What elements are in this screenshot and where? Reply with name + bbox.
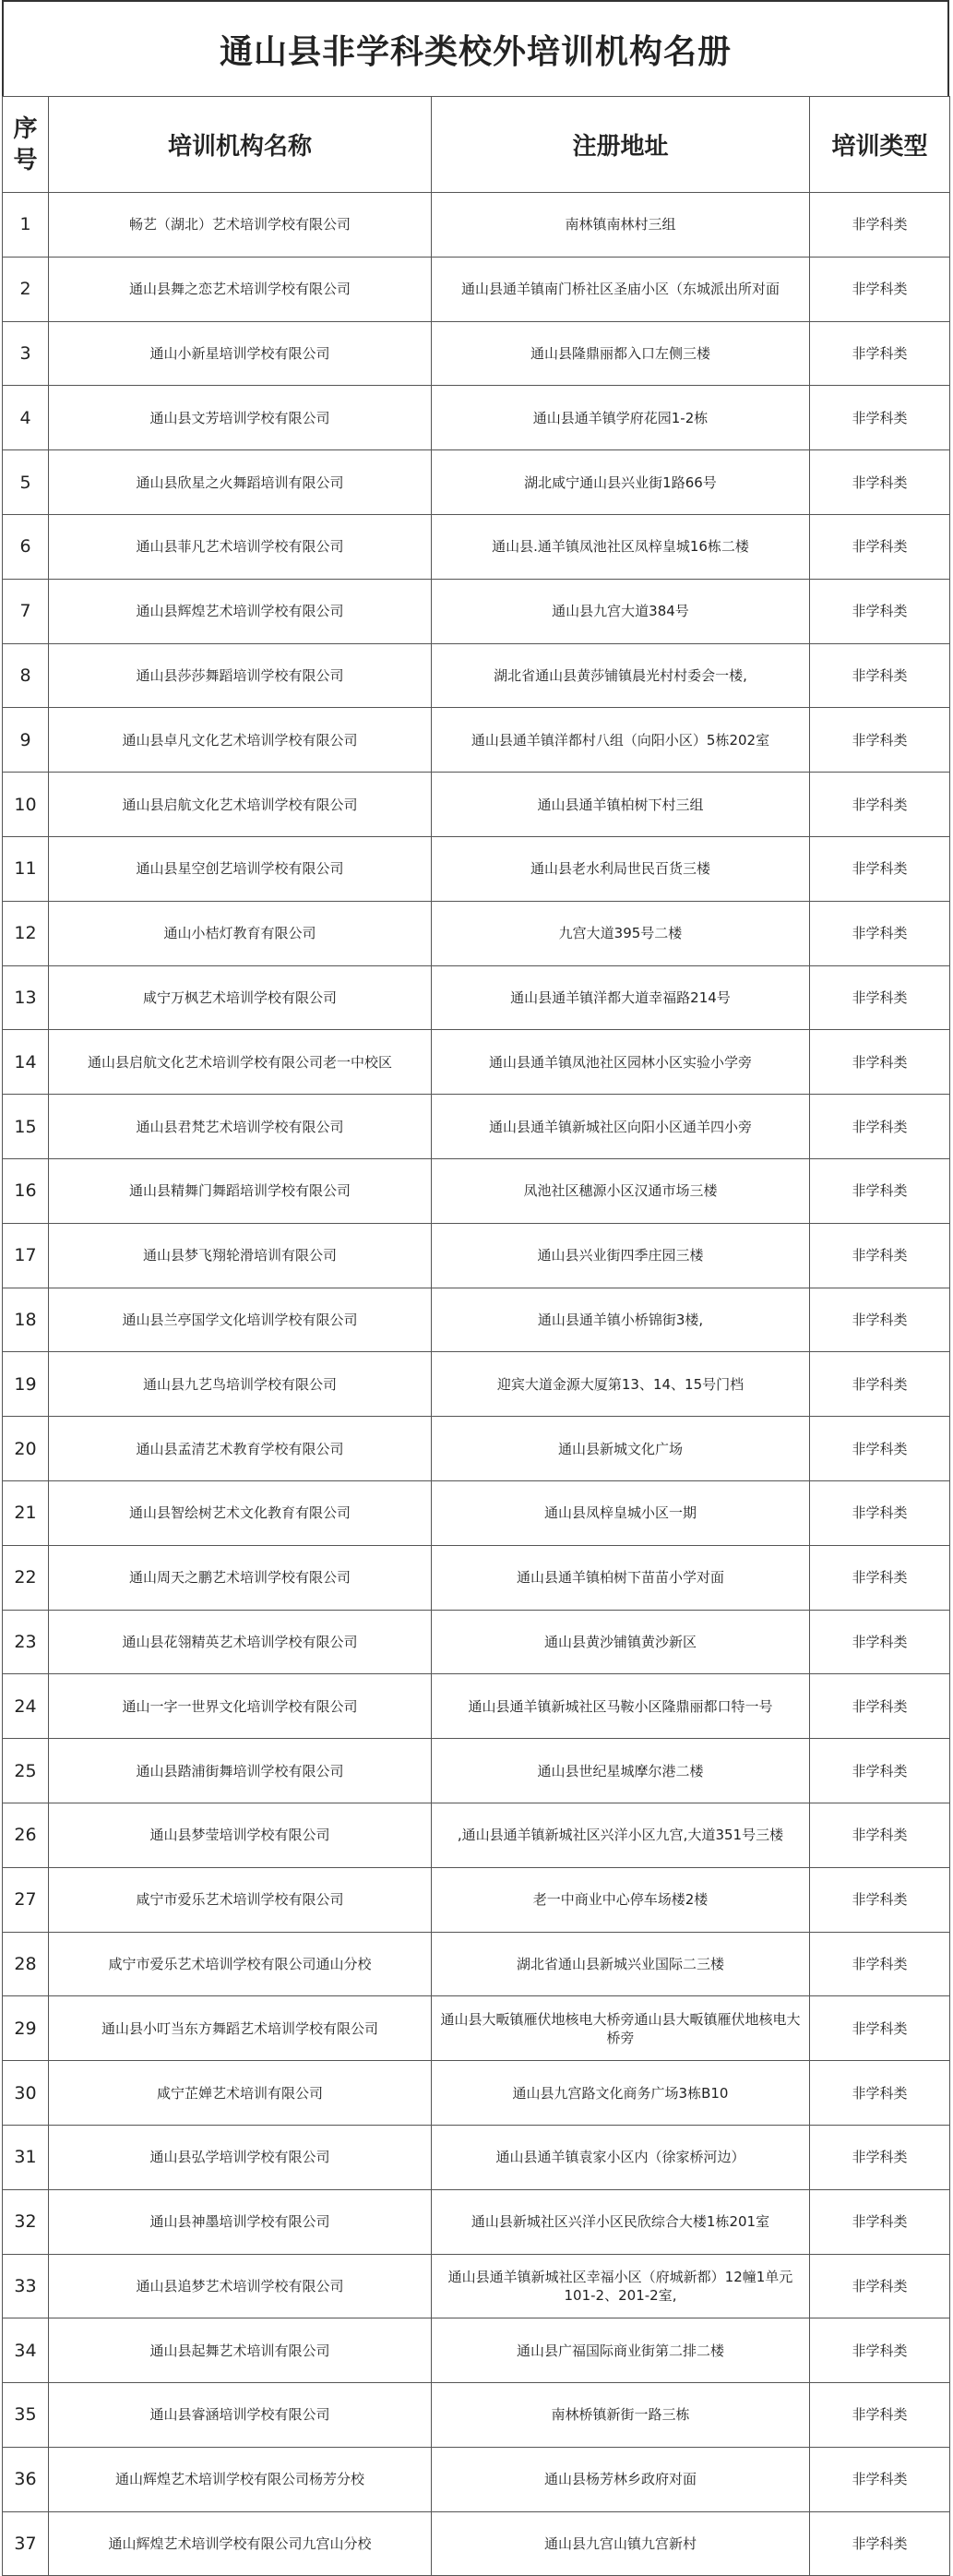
row-number-cell: 20 bbox=[3, 1417, 49, 1481]
table-row bbox=[3, 1417, 950, 1481]
address-cell: 湖北咸宁通山县兴业街1路66号 bbox=[432, 450, 810, 515]
org-name-cell: 通山县君梵艺术培训学校有限公司 bbox=[49, 1095, 432, 1159]
address-cell: 凤池社区穗源小区汉通市场三楼 bbox=[432, 1158, 810, 1223]
org-name-cell: 通山县追梦艺术培训学校有限公司 bbox=[49, 2254, 432, 2318]
org-name-cell: 通山县孟清艺术教育学校有限公司 bbox=[49, 1417, 432, 1481]
row-number-cell: 15 bbox=[3, 1095, 49, 1159]
type-cell: 非学科类 bbox=[810, 257, 950, 321]
org-name-cell: 通山县欣星之火舞蹈培训有限公司 bbox=[49, 450, 432, 515]
type-cell: 非学科类 bbox=[810, 321, 950, 386]
table-row bbox=[3, 1932, 950, 1996]
row-number-cell: 16 bbox=[3, 1158, 49, 1223]
address-cell: 通山县通羊镇洋都大道幸福路214号 bbox=[432, 965, 810, 1030]
type-cell: 非学科类 bbox=[810, 2511, 950, 2576]
address-cell: 通山县通羊镇洋都村八组（向阳小区）5栋202室 bbox=[432, 708, 810, 773]
org-name-cell: 通山县梦飞翔轮滑培训有限公司 bbox=[49, 1223, 432, 1288]
org-name-cell: 通山辉煌艺术培训学校有限公司九宫山分校 bbox=[49, 2511, 432, 2576]
row-number-cell: 29 bbox=[3, 1996, 49, 2061]
type-cell: 非学科类 bbox=[810, 579, 950, 643]
row-number-cell: 19 bbox=[3, 1352, 49, 1417]
type-cell: 非学科类 bbox=[810, 2189, 950, 2254]
row-number-cell: 13 bbox=[3, 965, 49, 1030]
org-name-cell: 通山县梦莹培训学校有限公司 bbox=[49, 1803, 432, 1867]
table-row bbox=[3, 1739, 950, 1803]
row-number-cell: 28 bbox=[3, 1932, 49, 1996]
table-row bbox=[3, 514, 950, 579]
type-cell: 非学科类 bbox=[810, 1480, 950, 1545]
type-cell: 非学科类 bbox=[810, 1030, 950, 1095]
type-cell: 非学科类 bbox=[810, 2061, 950, 2126]
address-cell: 通山县通羊镇凤池社区园林小区实验小学旁 bbox=[432, 1030, 810, 1095]
address-cell: 湖北省通山县黄莎铺镇晨光村村委会一楼, bbox=[432, 643, 810, 708]
address-cell: 通山县凤梓皇城小区一期 bbox=[432, 1480, 810, 1545]
table-row bbox=[3, 1803, 950, 1867]
row-number-cell: 24 bbox=[3, 1674, 49, 1739]
org-name-cell: 咸宁万枫艺术培训学校有限公司 bbox=[49, 965, 432, 1030]
address-cell: 通山县通羊镇小桥锦街3楼, bbox=[432, 1288, 810, 1352]
type-cell: 非学科类 bbox=[810, 1610, 950, 1674]
table-row bbox=[3, 2189, 950, 2254]
header-row bbox=[3, 97, 950, 193]
row-number-cell: 1 bbox=[3, 193, 49, 258]
org-name-cell: 通山县启航文化艺术培训学校有限公司 bbox=[49, 773, 432, 837]
column-header-type: 培训类型 bbox=[810, 97, 950, 193]
table-row bbox=[3, 2318, 950, 2383]
table-row bbox=[3, 1288, 950, 1352]
org-name-cell: 通山县睿涵培训学校有限公司 bbox=[49, 2383, 432, 2448]
org-name-cell: 通山县辉煌艺术培训学校有限公司 bbox=[49, 579, 432, 643]
row-number-cell: 17 bbox=[3, 1223, 49, 1288]
type-cell: 非学科类 bbox=[810, 514, 950, 579]
table-row bbox=[3, 773, 950, 837]
org-name-cell: 通山县智绘树艺术文化教育有限公司 bbox=[49, 1480, 432, 1545]
address-cell: 通山县通羊镇袁家小区内（徐家桥河边） bbox=[432, 2125, 810, 2189]
row-number-cell: 22 bbox=[3, 1545, 49, 1610]
org-name-cell: 通山县花翎精英艺术培训学校有限公司 bbox=[49, 1610, 432, 1674]
row-number-cell: 32 bbox=[3, 2189, 49, 2254]
type-cell: 非学科类 bbox=[810, 2254, 950, 2318]
address-cell: 通山县通羊镇学府花园1-2栋 bbox=[432, 386, 810, 450]
row-number-cell: 25 bbox=[3, 1739, 49, 1803]
org-name-cell: 通山小新星培训学校有限公司 bbox=[49, 321, 432, 386]
address-cell: 通山县新城文化广场 bbox=[432, 1417, 810, 1481]
row-number-cell: 36 bbox=[3, 2447, 49, 2511]
table-row bbox=[3, 321, 950, 386]
org-name-cell: 通山县神墨培训学校有限公司 bbox=[49, 2189, 432, 2254]
org-name-cell: 通山县莎莎舞蹈培训学校有限公司 bbox=[49, 643, 432, 708]
roster-table bbox=[2, 96, 950, 2576]
table-row bbox=[3, 2061, 950, 2126]
roster-body bbox=[3, 193, 950, 2576]
row-number-cell: 4 bbox=[3, 386, 49, 450]
row-number-cell: 27 bbox=[3, 1867, 49, 1932]
type-cell: 非学科类 bbox=[810, 773, 950, 837]
address-cell: ,通山县通羊镇新城社区兴洋小区九宫,大道351号三楼 bbox=[432, 1803, 810, 1867]
row-number-cell: 6 bbox=[3, 514, 49, 579]
type-cell: 非学科类 bbox=[810, 901, 950, 965]
address-cell: 通山县通羊镇新城社区马鞍小区隆鼎丽都口特一号 bbox=[432, 1674, 810, 1739]
row-number-cell: 18 bbox=[3, 1288, 49, 1352]
type-cell: 非学科类 bbox=[810, 1223, 950, 1288]
org-name-cell: 通山一字一世界文化培训学校有限公司 bbox=[49, 1674, 432, 1739]
org-name-cell: 通山县卓凡文化艺术培训学校有限公司 bbox=[49, 708, 432, 773]
row-number-cell: 31 bbox=[3, 2125, 49, 2189]
address-cell: 通山县.通羊镇凤池社区凤梓皇城16栋二楼 bbox=[432, 514, 810, 579]
address-cell: 通山县隆鼎丽都入口左侧三楼 bbox=[432, 321, 810, 386]
table-row bbox=[3, 1674, 950, 1739]
address-cell: 湖北省通山县新城兴业国际二三楼 bbox=[432, 1932, 810, 1996]
address-cell: 通山县九宫大道384号 bbox=[432, 579, 810, 643]
table-row bbox=[3, 2125, 950, 2189]
type-cell: 非学科类 bbox=[810, 2383, 950, 2448]
org-name-cell: 通山县兰亭国学文化培训学校有限公司 bbox=[49, 1288, 432, 1352]
address-cell: 通山县大畈镇雁伏地核电大桥旁通山县大畈镇雁伏地核电大桥旁 bbox=[432, 1996, 810, 2061]
table-row bbox=[3, 1352, 950, 1417]
column-header-index-line1: 序 bbox=[13, 114, 38, 143]
type-cell: 非学科类 bbox=[810, 1739, 950, 1803]
address-cell: 九宫大道395号二楼 bbox=[432, 901, 810, 965]
type-cell: 非学科类 bbox=[810, 450, 950, 515]
table-row bbox=[3, 257, 950, 321]
address-cell: 通山县通羊镇新城社区幸福小区（府城新都）12幢1单元101-2、201-2室, bbox=[432, 2254, 810, 2318]
address-cell: 通山县通羊镇柏树下村三组 bbox=[432, 773, 810, 837]
table-row bbox=[3, 386, 950, 450]
address-cell: 通山县黄沙铺镇黄沙新区 bbox=[432, 1610, 810, 1674]
org-name-cell: 通山小桔灯教育有限公司 bbox=[49, 901, 432, 965]
type-cell: 非学科类 bbox=[810, 708, 950, 773]
org-name-cell: 通山县起舞艺术培训有限公司 bbox=[49, 2318, 432, 2383]
column-header-index-line2: 号 bbox=[13, 146, 38, 174]
org-name-cell: 通山县踏浦街舞培训学校有限公司 bbox=[49, 1739, 432, 1803]
org-name-cell: 通山县小叮当东方舞蹈艺术培训学校有限公司 bbox=[49, 1996, 432, 2061]
org-name-cell: 咸宁芷婵艺术培训有限公司 bbox=[49, 2061, 432, 2126]
table-row bbox=[3, 708, 950, 773]
row-number-cell: 21 bbox=[3, 1480, 49, 1545]
row-number-cell: 5 bbox=[3, 450, 49, 515]
row-number-cell: 23 bbox=[3, 1610, 49, 1674]
type-cell: 非学科类 bbox=[810, 1545, 950, 1610]
address-cell: 老一中商业中心停车场楼2楼 bbox=[432, 1867, 810, 1932]
row-number-cell: 7 bbox=[3, 579, 49, 643]
type-cell: 非学科类 bbox=[810, 2447, 950, 2511]
table-row bbox=[3, 836, 950, 901]
type-cell: 非学科类 bbox=[810, 1288, 950, 1352]
type-cell: 非学科类 bbox=[810, 2318, 950, 2383]
table-row bbox=[3, 193, 950, 258]
row-number-cell: 30 bbox=[3, 2061, 49, 2126]
row-number-cell: 11 bbox=[3, 836, 49, 901]
type-cell: 非学科类 bbox=[810, 193, 950, 258]
column-header-index bbox=[3, 97, 49, 193]
org-name-cell: 通山周天之鹏艺术培训学校有限公司 bbox=[49, 1545, 432, 1610]
address-cell: 通山县九宫山镇九宫新村 bbox=[432, 2511, 810, 2576]
org-name-cell: 咸宁市爱乐艺术培训学校有限公司 bbox=[49, 1867, 432, 1932]
type-cell: 非学科类 bbox=[810, 1996, 950, 2061]
type-cell: 非学科类 bbox=[810, 1932, 950, 1996]
table-row bbox=[3, 2383, 950, 2448]
row-number-cell: 9 bbox=[3, 708, 49, 773]
table-row bbox=[3, 579, 950, 643]
row-number-cell: 34 bbox=[3, 2318, 49, 2383]
table-row bbox=[3, 2254, 950, 2318]
row-number-cell: 33 bbox=[3, 2254, 49, 2318]
type-cell: 非学科类 bbox=[810, 1674, 950, 1739]
type-cell: 非学科类 bbox=[810, 1803, 950, 1867]
org-name-cell: 通山县菲凡艺术培训学校有限公司 bbox=[49, 514, 432, 579]
row-number-cell: 10 bbox=[3, 773, 49, 837]
table-row bbox=[3, 1996, 950, 2061]
org-name-cell: 通山县启航文化艺术培训学校有限公司老一中校区 bbox=[49, 1030, 432, 1095]
type-cell: 非学科类 bbox=[810, 1417, 950, 1481]
table-row bbox=[3, 450, 950, 515]
table-row bbox=[3, 1223, 950, 1288]
address-cell: 通山县兴业街四季庄园三楼 bbox=[432, 1223, 810, 1288]
type-cell: 非学科类 bbox=[810, 643, 950, 708]
table-row bbox=[3, 965, 950, 1030]
address-cell: 通山县杨芳林乡政府对面 bbox=[432, 2447, 810, 2511]
type-cell: 非学科类 bbox=[810, 965, 950, 1030]
address-cell: 通山县老水利局世民百货三楼 bbox=[432, 836, 810, 901]
address-cell: 南林桥镇新街一路三栋 bbox=[432, 2383, 810, 2448]
org-name-cell: 畅艺（湖北）艺术培训学校有限公司 bbox=[49, 193, 432, 258]
page-title: 通山县非学科类校外培训机构名册 bbox=[219, 32, 732, 71]
type-cell: 非学科类 bbox=[810, 1867, 950, 1932]
row-number-cell: 3 bbox=[3, 321, 49, 386]
table-row bbox=[3, 1480, 950, 1545]
table-row bbox=[3, 2511, 950, 2576]
table-row bbox=[3, 643, 950, 708]
row-number-cell: 35 bbox=[3, 2383, 49, 2448]
org-name-cell: 通山县弘学培训学校有限公司 bbox=[49, 2125, 432, 2189]
row-number-cell: 8 bbox=[3, 643, 49, 708]
column-header-address: 注册地址 bbox=[432, 97, 810, 193]
org-name-cell: 通山县星空创艺培训学校有限公司 bbox=[49, 836, 432, 901]
table-row bbox=[3, 2447, 950, 2511]
table-row bbox=[3, 1158, 950, 1223]
address-cell: 迎宾大道金源大厦第13、14、15号门档 bbox=[432, 1352, 810, 1417]
table-row bbox=[3, 1030, 950, 1095]
org-name-cell: 通山县文芳培训学校有限公司 bbox=[49, 386, 432, 450]
row-number-cell: 12 bbox=[3, 901, 49, 965]
row-number-cell: 26 bbox=[3, 1803, 49, 1867]
address-cell: 南林镇南林村三组 bbox=[432, 193, 810, 258]
org-name-cell: 通山县精舞门舞蹈培训学校有限公司 bbox=[49, 1158, 432, 1223]
table-row bbox=[3, 1610, 950, 1674]
org-name-cell: 通山辉煌艺术培训学校有限公司杨芳分校 bbox=[49, 2447, 432, 2511]
type-cell: 非学科类 bbox=[810, 1158, 950, 1223]
type-cell: 非学科类 bbox=[810, 836, 950, 901]
table-row bbox=[3, 1867, 950, 1932]
column-header-name: 培训机构名称 bbox=[49, 97, 432, 193]
address-cell: 通山县通羊镇南门桥社区圣庙小区（东城派出所对面 bbox=[432, 257, 810, 321]
table-row bbox=[3, 1095, 950, 1159]
org-name-cell: 咸宁市爱乐艺术培训学校有限公司通山分校 bbox=[49, 1932, 432, 1996]
address-cell: 通山县九宫路文化商务广场3栋B10 bbox=[432, 2061, 810, 2126]
row-number-cell: 2 bbox=[3, 257, 49, 321]
title-box bbox=[2, 0, 949, 97]
address-cell: 通山县世纪星城摩尔港二楼 bbox=[432, 1739, 810, 1803]
type-cell: 非学科类 bbox=[810, 1095, 950, 1159]
address-cell: 通山县新城社区兴洋小区民欣综合大楼1栋201室 bbox=[432, 2189, 810, 2254]
table-row bbox=[3, 1545, 950, 1610]
row-number-cell: 37 bbox=[3, 2511, 49, 2576]
type-cell: 非学科类 bbox=[810, 1352, 950, 1417]
address-cell: 通山县广福国际商业街第二排二楼 bbox=[432, 2318, 810, 2383]
org-name-cell: 通山县九艺鸟培训学校有限公司 bbox=[49, 1352, 432, 1417]
address-cell: 通山县通羊镇新城社区向阳小区通羊四小旁 bbox=[432, 1095, 810, 1159]
org-name-cell: 通山县舞之恋艺术培训学校有限公司 bbox=[49, 257, 432, 321]
table-row bbox=[3, 901, 950, 965]
type-cell: 非学科类 bbox=[810, 386, 950, 450]
row-number-cell: 14 bbox=[3, 1030, 49, 1095]
address-cell: 通山县通羊镇柏树下苗苗小学对面 bbox=[432, 1545, 810, 1610]
type-cell: 非学科类 bbox=[810, 2125, 950, 2189]
